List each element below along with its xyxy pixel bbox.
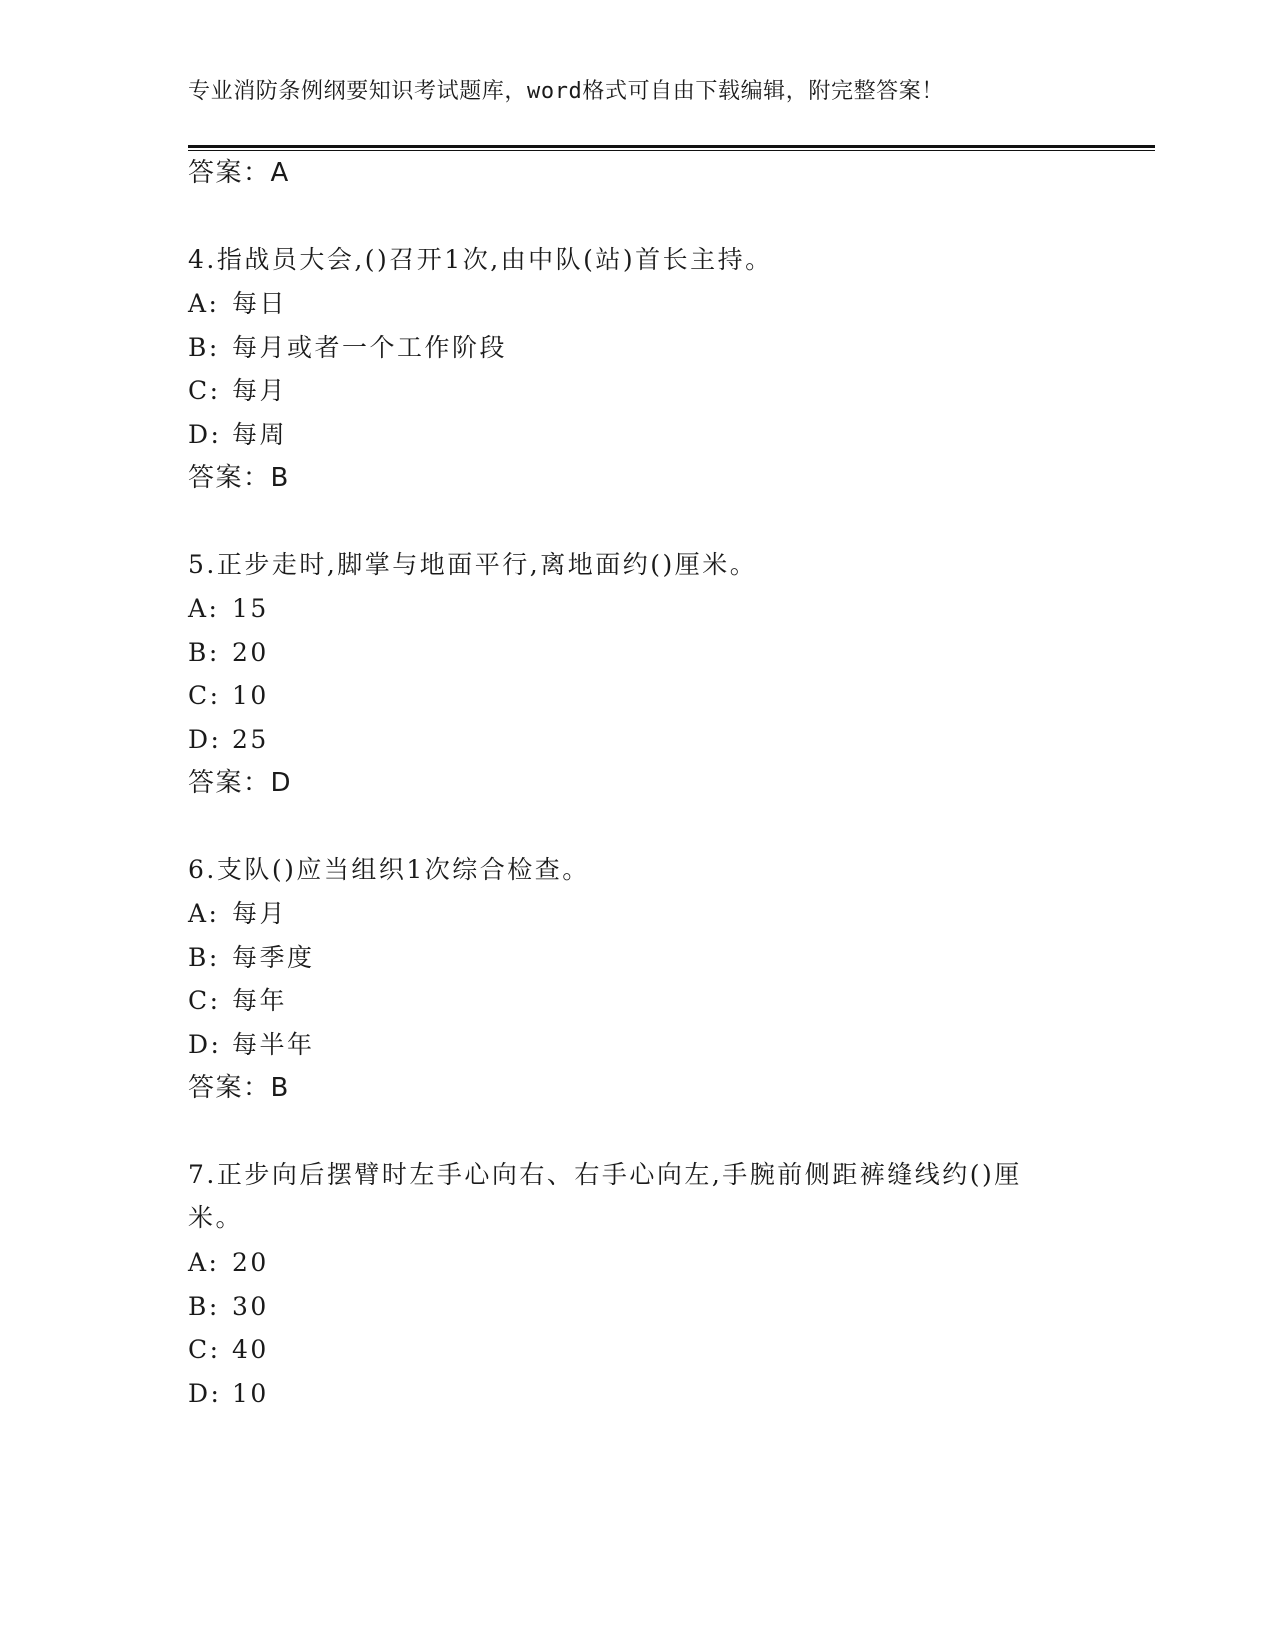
- question-stem: 7.正步向后摆臂时左手心向右、右手心向左,手腕前侧距裤缝线约()厘: [188, 1160, 1022, 1189]
- option-key: D:: [188, 1379, 222, 1408]
- question-stem: 6.支队()应当组织1次综合检查。: [188, 855, 590, 884]
- header-rule-thick: [188, 145, 1155, 148]
- option-d: [188, 419, 287, 451]
- answer-line: 答案：B: [188, 463, 290, 493]
- option-text: 每季度: [232, 943, 315, 972]
- option-b: [188, 637, 269, 669]
- option-text: 10: [232, 1379, 269, 1408]
- option-key: D:: [188, 420, 222, 449]
- option-key: B:: [188, 638, 220, 667]
- option-text: 15: [232, 594, 269, 623]
- option-b: [188, 942, 315, 974]
- page-header: 专业消防条例纲要知识考试题库，word格式可自由下载编辑，附完整答案！: [188, 79, 944, 104]
- option-text: 40: [232, 1335, 269, 1364]
- option-b: [188, 332, 507, 364]
- option-key: A:: [188, 289, 220, 318]
- option-text: 每月: [232, 899, 288, 928]
- question-stem: 5.正步走时,脚掌与地面平行,离地面约()厘米。: [188, 550, 758, 579]
- option-c: [188, 680, 269, 712]
- question-stem: 4.指战员大会,()召开1次,由中队(站)首长主持。: [188, 245, 773, 274]
- option-b: [188, 1291, 269, 1323]
- option-a: [188, 898, 287, 930]
- option-key: A:: [188, 899, 220, 928]
- option-text: 30: [232, 1292, 269, 1321]
- option-key: B:: [188, 333, 220, 362]
- option-d: [188, 1378, 269, 1410]
- header-rule-thin: [188, 150, 1155, 151]
- option-key: C:: [188, 1335, 221, 1364]
- option-text: 每年: [232, 986, 288, 1015]
- option-key: D:: [188, 725, 222, 754]
- option-a: [188, 593, 269, 625]
- option-c: [188, 1334, 269, 1366]
- option-text: 每月或者一个工作阶段: [232, 333, 508, 362]
- option-c: [188, 985, 287, 1017]
- answer-line: 答案：D: [188, 768, 293, 798]
- answer-line: 答案：A: [188, 158, 290, 188]
- option-key: C:: [188, 681, 221, 710]
- option-key: A:: [188, 594, 220, 623]
- option-key: B:: [188, 1292, 220, 1321]
- option-d: [188, 1029, 315, 1061]
- option-key: D:: [188, 1030, 222, 1059]
- option-text: 每周: [232, 420, 288, 449]
- option-text: 每半年: [232, 1030, 315, 1059]
- question-stem-continued: 米。: [188, 1203, 244, 1232]
- option-text: 20: [232, 1248, 269, 1277]
- option-key: C:: [188, 986, 221, 1015]
- option-d: [188, 724, 269, 756]
- option-text: 20: [232, 638, 269, 667]
- option-key: C:: [188, 376, 221, 405]
- answer-line: 答案：B: [188, 1073, 290, 1103]
- option-c: [188, 375, 287, 407]
- option-a: [188, 288, 287, 320]
- option-key: B:: [188, 943, 220, 972]
- option-text: 每日: [232, 289, 288, 318]
- option-text: 25: [232, 725, 269, 754]
- option-text: 每月: [232, 376, 288, 405]
- option-text: 10: [232, 681, 269, 710]
- option-key: A:: [188, 1248, 220, 1277]
- option-a: [188, 1247, 269, 1279]
